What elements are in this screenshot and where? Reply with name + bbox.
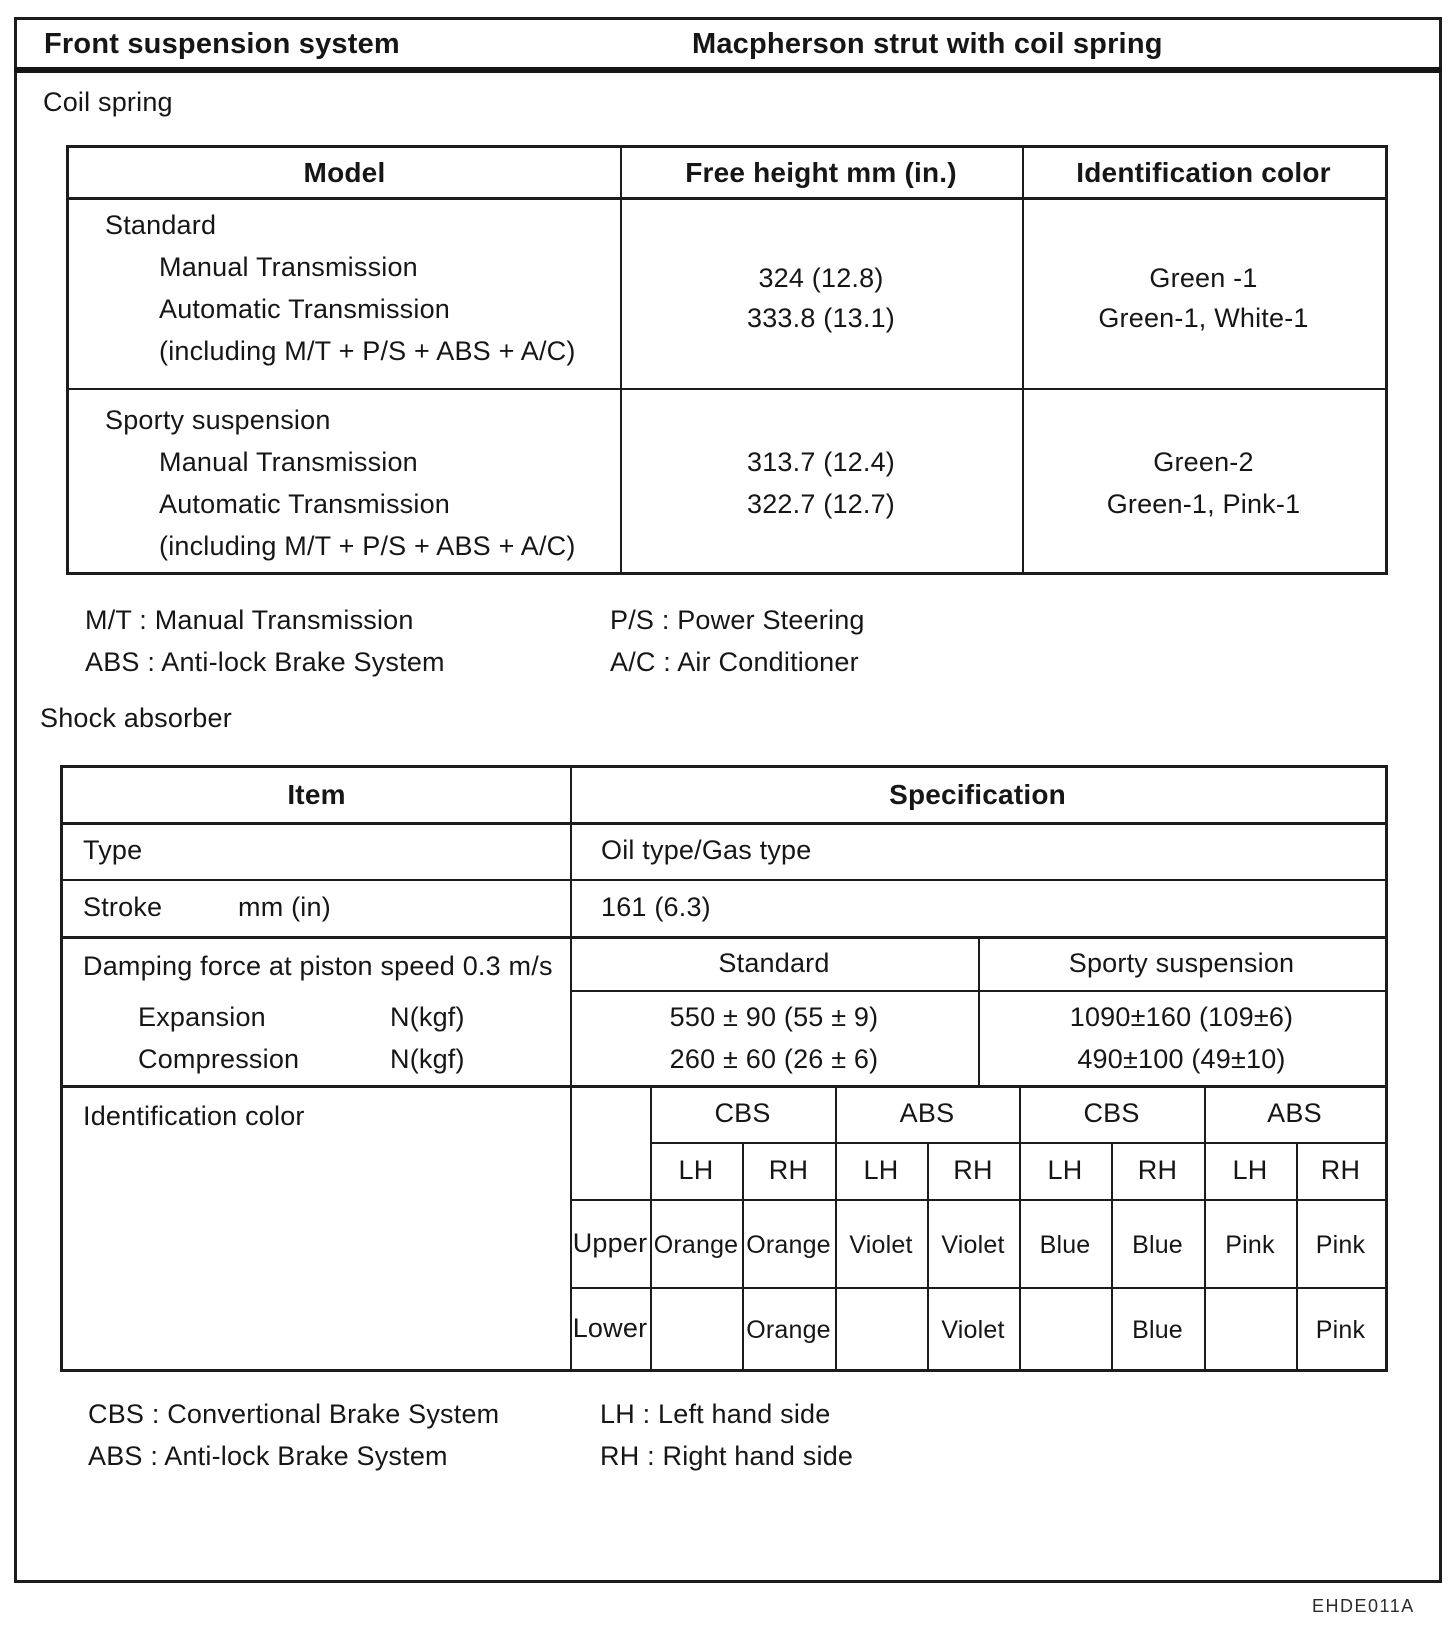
color-cell: Violet [849,1231,913,1259]
legend-item: A/C : Air Conditioner [610,647,859,677]
free-height-value: 322.7 (12.7) [747,489,895,519]
legend-item: M/T : Manual Transmission [85,605,414,635]
side-header: LH [1232,1155,1268,1185]
side-header: RH [953,1155,993,1185]
damping-column-standard: Standard [718,948,830,978]
divider [69,197,1385,200]
divider [570,1287,1385,1289]
divider [63,879,1385,881]
section-title-coil-spring: Coil spring [43,87,173,117]
damping-value-standard: 550 ± 90 (55 ± 9) [669,1002,879,1032]
model-line: (including M/T + P/S + ABS + A/C) [159,336,576,366]
model-line: Automatic Transmission [159,489,450,519]
identification-color-value: Green -1 [1149,263,1258,293]
color-cell: Pink [1315,1316,1366,1344]
document-code: EHDE011A [1312,1596,1415,1616]
color-cell: Blue [1132,1231,1183,1259]
item-unit-stroke: mm (in) [238,892,331,922]
side-header: LH [863,1155,899,1185]
identification-color-value: Green-1, White-1 [1098,303,1309,333]
color-cell: Blue [1132,1316,1183,1344]
item-label-type: Type [83,835,143,865]
free-height-value: 324 (12.8) [758,263,884,293]
color-cell: Orange [653,1231,739,1259]
damping-value-sporty: 1090±160 (109±6) [1069,1002,1294,1032]
divider [650,1142,1385,1144]
model-line: Standard [105,210,217,240]
side-header: RH [1137,1155,1178,1185]
group-header-cbs: CBS [714,1098,771,1128]
divider [63,822,1385,825]
damping-value-standard: 260 ± 60 (26 ± 6) [669,1044,879,1074]
model-line: Automatic Transmission [159,294,450,324]
column-header-specification: Specification [889,779,1066,810]
group-header-abs: ABS [899,1098,955,1128]
color-cell: Blue [1039,1231,1091,1259]
color-cell: Orange [746,1231,831,1259]
item-label-stroke: Stroke [83,892,163,922]
spec-value-stroke: 161 (6.3) [601,892,711,922]
damping-column-sporty: Sporty suspension [1068,948,1295,978]
divider [69,388,1385,390]
damping-sub-item: Compression [138,1044,300,1074]
side-header: RH [768,1155,809,1185]
model-line: (including M/T + P/S + ABS + A/C) [159,531,576,561]
identification-color-value: Green-1, Pink-1 [1106,489,1301,519]
color-cell: Pink [1225,1231,1275,1259]
model-line: Sporty suspension [105,405,331,435]
model-line: Manual Transmission [159,447,418,477]
legend-item: CBS : Convertional Brake System [88,1399,500,1429]
title-band [14,17,1442,73]
damping-sub-unit: N(kgf) [390,1002,465,1032]
divider [570,1199,1385,1201]
group-header-cbs: CBS [1083,1098,1140,1128]
legend-item: P/S : Power Steering [610,605,865,635]
color-cell: Orange [746,1316,831,1344]
spec-value-type: Oil type/Gas type [601,835,812,865]
divider [63,1085,1385,1088]
column-header-item: Item [287,779,346,810]
color-cell: Pink [1315,1231,1366,1259]
legend-item: ABS : Anti-lock Brake System [88,1441,448,1471]
damping-sub-unit: N(kgf) [390,1044,465,1074]
model-line: Manual Transmission [159,252,418,282]
shock-absorber-table [60,765,1388,1372]
damping-sub-item: Expansion [138,1002,266,1032]
page-title-left: Front suspension system [44,28,400,60]
side-header: LH [1047,1155,1083,1185]
item-label-identification-color: Identification color [83,1101,305,1131]
legend-item: ABS : Anti-lock Brake System [85,647,445,677]
color-cell: Violet [941,1231,1005,1259]
column-header-free-height: Free height mm (in.) [685,157,957,188]
divider [570,990,1385,992]
section-title-shock-absorber: Shock absorber [40,703,232,733]
legend-item: LH : Left hand side [600,1399,831,1429]
color-cell: Violet [941,1316,1005,1344]
side-header: LH [678,1155,714,1185]
item-label-damping: Damping force at piston speed 0.3 m/s [83,951,553,981]
column-header-model: Model [303,157,386,188]
divider [63,936,1385,939]
coil-spring-table [66,145,1388,575]
row-label-lower: Lower [572,1313,648,1343]
column-header-identification-color: Identification color [1076,157,1331,188]
free-height-value: 333.8 (13.1) [747,303,895,333]
page-title-right: Macpherson strut with coil spring [692,28,1163,60]
identification-color-value: Green-2 [1153,447,1254,477]
damping-value-sporty: 490±100 (49±10) [1077,1044,1286,1074]
free-height-value: 313.7 (12.4) [747,447,895,477]
row-label-upper: Upper [572,1228,648,1258]
legend-item: RH : Right hand side [600,1441,854,1471]
side-header: RH [1320,1155,1361,1185]
group-header-abs: ABS [1267,1098,1322,1128]
